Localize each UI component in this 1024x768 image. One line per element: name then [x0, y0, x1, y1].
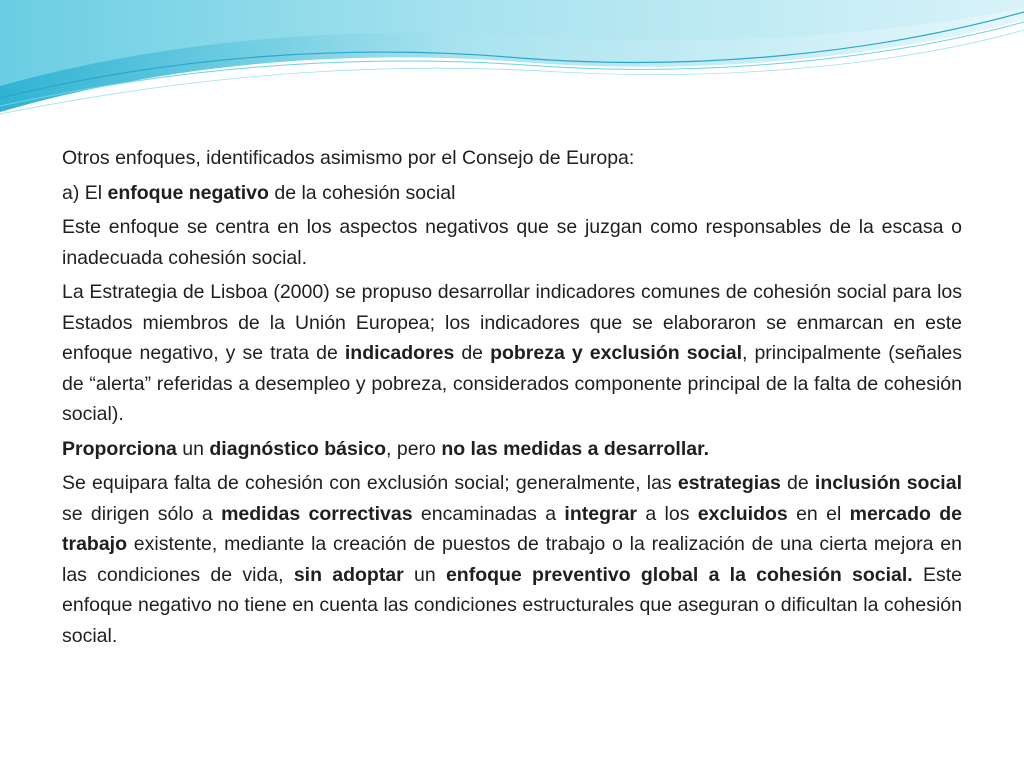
- intro-text: Otros enfoques, identificados asimismo por el Consejo de Europa:: [62, 147, 635, 169]
- section-heading: a) El enfoque negativo de la cohesión social: [62, 181, 456, 204]
- paragraph-diagnosis: Proporciona un diagnóstico básico, pero no las medidas a desarrollar.: [62, 437, 710, 460]
- paragraph-exclusion: Se equipara falta de cohesión con exclusión social; generalmente, las estrategias de inclusión social se dirigen sólo a medidas correctivas encaminadas a integrar a los excluidos en el mercado de trabajo existente, mediante la creación de puestos de trabajo o la realización de una cierta mejora en las condiciones de vida, sin adoptar un enfoque preventivo global a la cohesión social. Este enfoque negativo no tiene en cuenta las condiciones estructurales que aseguran o dificultan la cohesión social.: [62, 472, 963, 647]
- header-wave-decoration: [0, 0, 1024, 130]
- paragraph-definition: Este enfoque se centra en los aspectos negativos que se juzgan como responsables de la escasa o inadecuada cohesión social.: [62, 216, 962, 269]
- paragraph-lisbon-strategy: La Estrategia de Lisboa (2000) se propuso desarrollar indicadores comunes de cohesión social para los Estados miembros de la Unión Europea; los indicadores que se elaboraron se enmarcan en este enfoque negativo, y se trata de indicadores de pobreza y exclusión social, principalmente (señales de “alerta” referidas a desempleo y pobreza, considerados componente principal de la falta de cohesión social).: [62, 281, 962, 425]
- slide-body: [62, 143, 962, 655]
